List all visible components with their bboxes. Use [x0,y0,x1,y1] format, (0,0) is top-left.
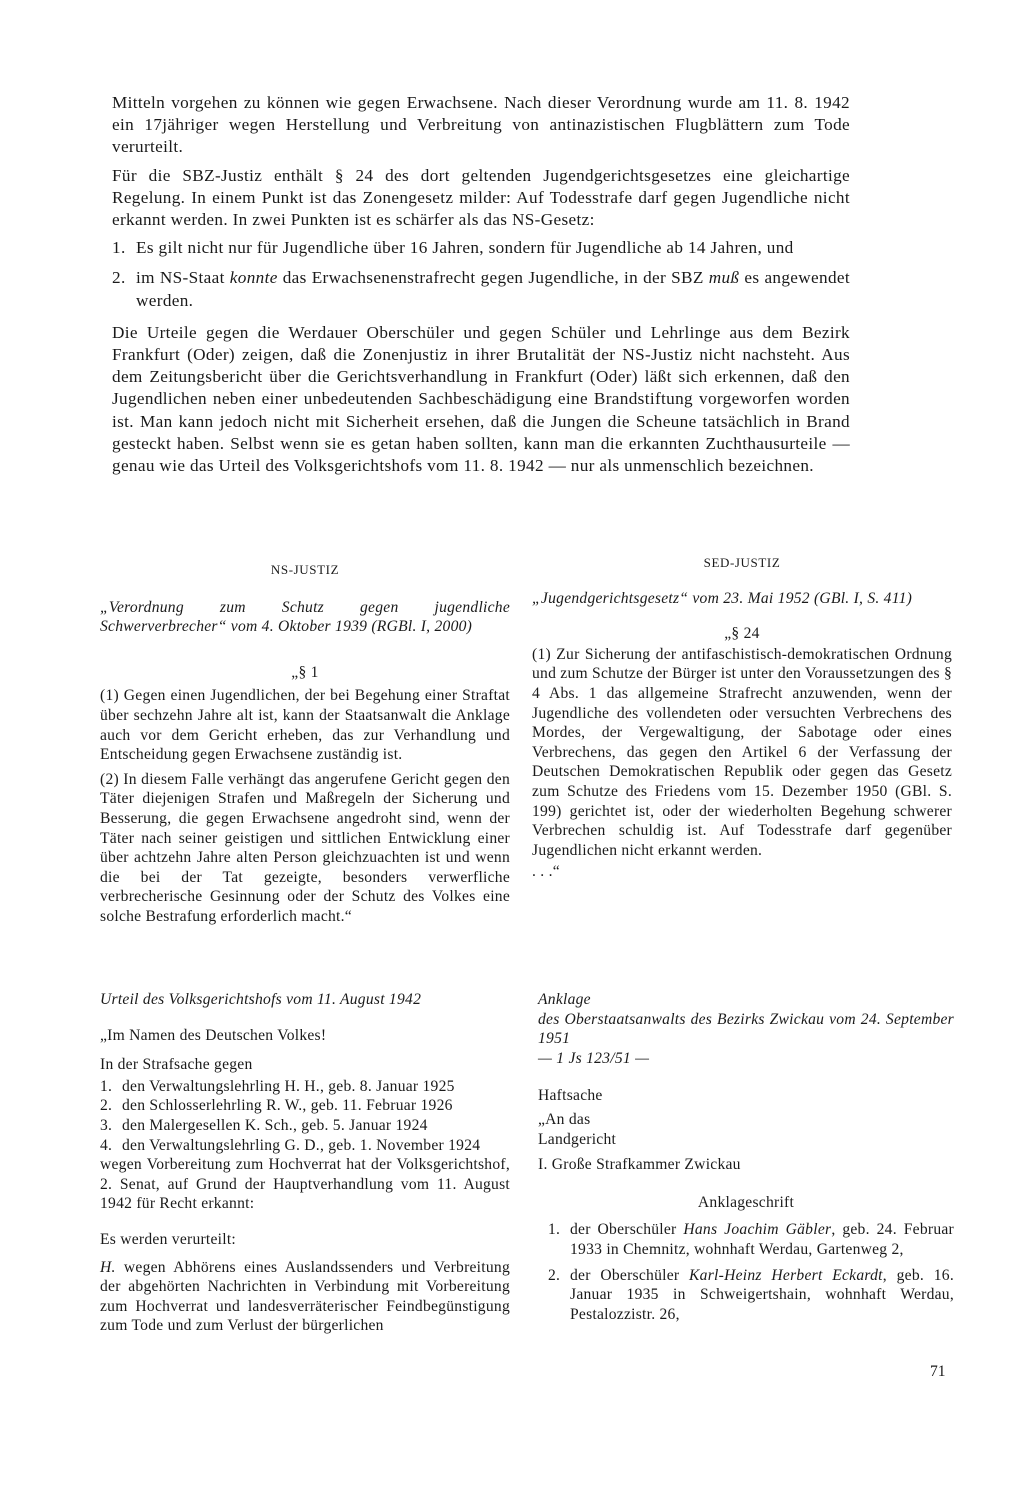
list-number: 1. [112,238,126,258]
urteil-sentence-text [100,1258,510,1336]
sed-ellipsis: . . .“ [532,863,560,881]
sed-justiz-heading: SED-JUSTIZ [703,555,781,570]
urteil-case: In der Strafsache gegen [100,1056,253,1074]
urteil-intro: „Im Namen des Deutschen Volkes! [100,1026,327,1044]
defendant-initial: H. [100,1258,116,1276]
list-number: 1. [548,1221,561,1239]
anklage-address-line-1: „An das [538,1110,591,1128]
list-number: 4. [100,1136,113,1154]
sed-law-title: „Jugendgerichtsgesetz“ vom 23. Mai 1952 (GBl. I, S. 411) [532,589,913,607]
intro-paragraph-1: Mitteln vorgehen zu können wie gegen Erwachsene. Nach dieser Verordnung wurde am 11. 8. 1942 ein 17jähriger wegen Herstellung und Verbreitung von antinazistischen Flugblättern zum Tode verurteilt. [112,93,850,157]
list-text: es angewendet werden. [136,268,851,310]
sed-justiz-column [532,553,952,882]
list-item [100,1136,510,1156]
list-item [100,1116,510,1136]
list-text: der Oberschüler [570,1266,690,1284]
list-item [548,1220,954,1259]
intro-paragraph-2: Für die SBZ-Justiz enthält § 24 des dort geltenden Jugendgerichtsgesetzes eine gleichartige Regelung. In einem Punkt ist das Zonengesetz milder: Auf Todesstrafe darf gegen Jugendliche nicht erkannt werden. In zwei Punkten ist es schärfer als das NS-Gesetz: [112,165,850,230]
list-number: 1. [100,1077,113,1095]
list-text: den Verwaltungslehrling G. D., geb. 1. November 1924 [122,1136,481,1154]
intro-list-item [112,237,850,259]
urteil-title: Urteil des Volksgerichtshofs vom 11. August 1942 [100,991,422,1008]
accused-name: Hans Joachim Gäbler [683,1221,832,1239]
defendant-list [100,1077,510,1155]
sed-paragraph-1: (1) Zur Sicherung der antifaschistisch-demokratischen Ordnung und zum Schutze der Bürger ist unter den Voraussetzungen des § 4 Abs. 1 das allgemeine Strafrecht anzuwenden, wenn der Jugendliche des vollendeten oder versuchten Verbrechens des Mordes, der Vergewaltigung, der Sabotage oder eines Verbrechens, das gegen den Artikel 6 der Verfassung der Deutschen Demokratischen Republik oder gegen das Gesetz zum Schutze des Friedens vom 15. Dezember 1950 (GBl. S. 199) gerichtet ist, oder der wiederholten Begehung schwerer Verbrechen schuldig ist. Auf Todesstrafe darf gegenüber Jugendlichen nicht erkannt werden. [532,645,952,859]
list-number: 3. [100,1116,113,1134]
anklage-address-line-3: I. Große Strafkammer Zwickau [538,1156,741,1174]
intro-text [112,92,850,483]
list-text: das Erwachsenenstrafrecht gegen Jugendliche, in der SBZ [277,268,709,288]
list-text: den Malergesellen K. Sch., geb. 5. Januar 1924 [122,1116,428,1134]
list-item [548,1266,954,1325]
urteil-verdict: wegen Vorbereitung zum Hochverrat hat der Volksgerichtshof, 2. Senat, auf Grund der Hauptverhandlung vom 11. August 1942 für Recht erkannt: [100,1156,510,1213]
list-item [100,1077,510,1097]
list-text: der Oberschüler [570,1221,684,1239]
list-text: im NS-Staat [136,268,230,288]
anklage-subtitle: des Oberstaatsanwalts des Bezirks Zwickau vom 24. September 1951 [538,1010,954,1048]
anklage-haftsache: Haftsache [538,1087,603,1105]
anklage-title: Anklage [538,991,591,1008]
ns-paragraph-2: (2) In diesem Falle verhängt das angerufene Gericht gegen den Täter diejenigen Strafen und Maßregeln der Sicherung und Besserung, die gegen Erwachsene angedroht sind, wenn der Täter nach seiner geistigen und sittlichen Entwicklung einer über achtzehn Jahre alten Person gleichzuachten ist und wenn die bei der Tat gezeigte, besonders verwerfliche verbrecherische Gesinnung oder der Schutz des Volkes eine solche Bestrafung erforderlich macht.“ [100,770,510,925]
anklage-column [538,990,954,1330]
page-number: 71 [930,1363,946,1380]
list-text: den Verwaltungslehrling H. H., geb. 8. Januar 1925 [122,1077,455,1095]
emphasis: muß [708,268,740,288]
intro-list [112,237,850,312]
anklage-reference: — 1 Js 123/51 — [538,1049,650,1067]
list-number: 2. [112,268,126,288]
anklage-address-line-2: Landgericht [538,1130,617,1148]
urteil-sentenced: Es werden verurteilt: [100,1230,237,1248]
ns-section-label: „§ 1 [291,663,319,681]
list-item [100,1096,510,1116]
anklageschrift-heading: Anklageschrift [697,1193,795,1211]
sentence-text: wegen Abhörens eines Auslandssenders und Verbreitung der abgehörten Nachrichten in Verbindung mit Vorbereitung zum Hochverrat und landesverräterischer Feindbegünstigung zum Tode und zum Verlust der bürgerlichen [100,1258,510,1335]
intro-list-item [112,267,850,311]
intro-paragraph-3: Die Urteile gegen die Werdauer Oberschüler und gegen Schüler und Lehrlinge aus dem Bezirk Frankfurt (Oder) zeigen, daß die Zonenjustiz in ihrer Brutalität der NS-Justiz nicht nachsteht. Aus dem Zeitungsbericht über die Gerichtsverhandlung in Frankfurt (Oder) läßt sich erkennen, daß den Jugendlichen neben einer unbedeutenden Sachbeschädigung eine Brandstiftung vorgeworfen worden ist. Man kann jedoch nicht mit Sicherheit ersehen, daß die Jungen die Scheune tatsächlich in Brand gesteckt haben. Selbst wenn sie es getan haben sollten, kann man die erkannten Zuchthausurteile — genau wie das Urteil des Volksgerichtshofs vom 11. 8. 1942 — nur als unmenschlich bezeichnen. [112,322,850,476]
accused-name: Karl-Heinz Herbert Eckardt [689,1266,883,1284]
list-number: 2. [100,1097,113,1115]
ns-paragraph-1: (1) Gegen einen Jugendlichen, der bei Begehung einer Straftat über sechzehn Jahre alt ist, kann der Staatsanwalt die Anklage auch vor dem Gericht erheben, das zur Verhandlung und Entscheidung gegen Erwachsene zuständig ist. [100,687,510,764]
list-text: , geb. 16. Januar 1935 in Schweigertshain, wohnhaft Werdau, Pestalozzistr. 26, [570,1266,954,1323]
ns-justiz-heading: NS-JUSTIZ [270,562,340,577]
ns-justiz-column [100,560,510,927]
list-number: 2. [548,1266,561,1284]
ns-law-title: „Verordnung zum Schutz gegen jugendliche Schwerverbrecher“ vom 4. Oktober 1939 (RGBl. I, 2000) [100,598,510,636]
urteil-column [100,990,510,1336]
accused-list [538,1220,954,1324]
list-text: Es gilt nicht nur für Jugendliche über 16 Jahren, sondern für Jugendliche ab 14 Jahren, und [136,238,794,258]
list-text: den Schlosserlehrling R. W., geb. 11. Februar 1926 [122,1097,453,1115]
list-text: , geb. 24. Februar 1933 in Chemnitz, wohnhaft Werdau, Gartenweg 2, [570,1221,954,1258]
sed-section-label: „§ 24 [724,625,760,643]
emphasis: konnte [229,268,278,288]
